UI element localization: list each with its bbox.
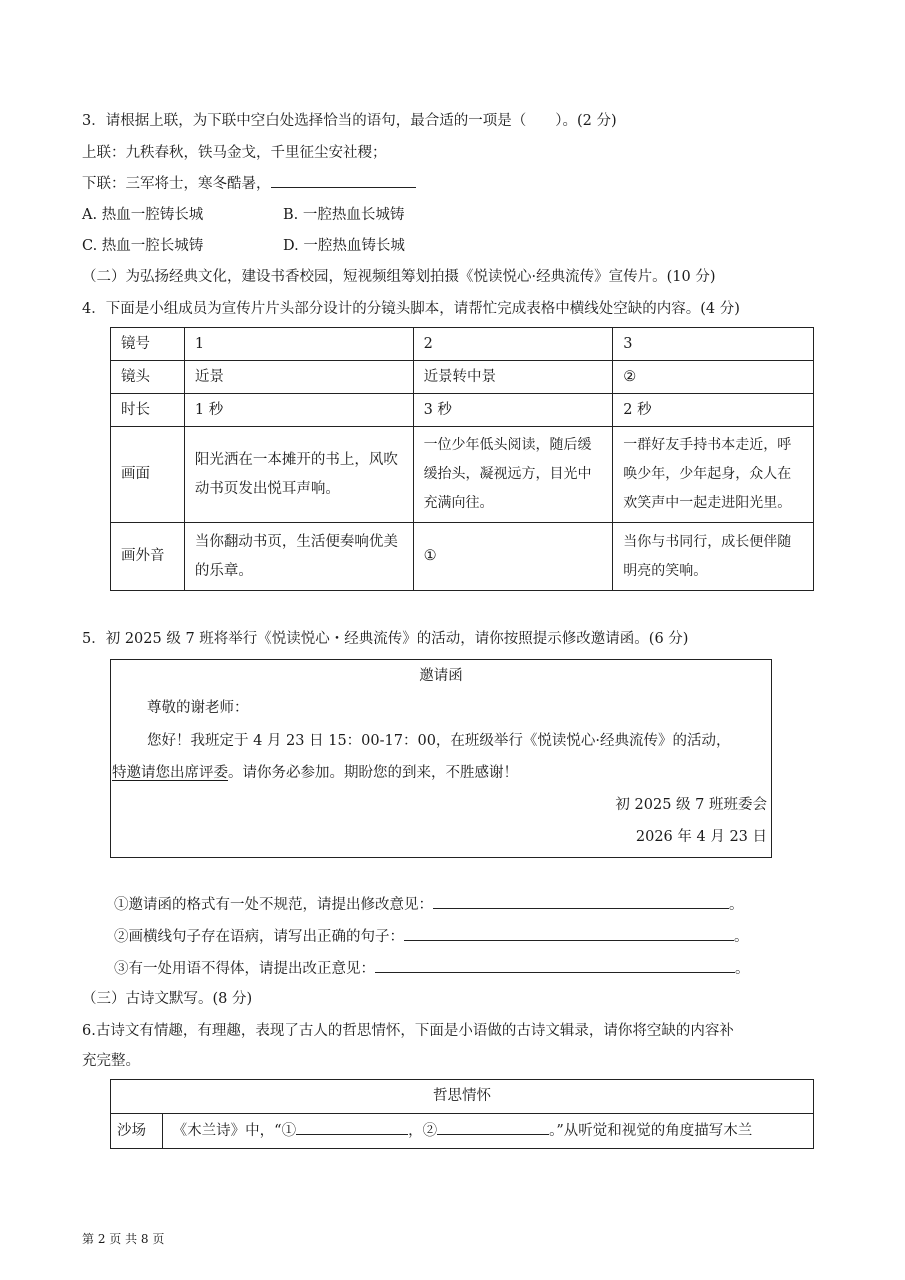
header-cell: 时长 <box>111 394 185 427</box>
q5-sub2-blank[interactable] <box>404 926 734 942</box>
table-cell: 2 <box>413 328 613 361</box>
table-cell: 近景转中景 <box>413 361 613 394</box>
answer-cell-2[interactable]: ② <box>613 361 814 394</box>
table-cell: 3 <box>613 328 814 361</box>
answer-cell-1[interactable]: ① <box>413 523 613 591</box>
row-label-cell: 沙场 <box>111 1114 163 1149</box>
underlined-sentence: 特邀请您出席评委 <box>112 765 228 781</box>
invitation-sender: 初 2025 级 7 班班委会 <box>615 797 767 813</box>
invitation-body-line1: 您好！我班定于 4 月 23 日 15：00-17：00，在班级举行《悦读悦心·经典流传》的活动， <box>147 733 731 749</box>
q6-stem-line1: 6.古诗文有情趣，有理趣，表现了古人的哲思情怀，下面是小语做的古诗文辑录，请你将空缺的内容补 <box>82 1023 734 1039</box>
q3-lower-couplet: 下联：三军将士，寒冬酷暑， <box>82 172 416 193</box>
table-row <box>111 523 814 591</box>
table-cell: 1 <box>184 328 413 361</box>
q3-upper-couplet: 上联：九秩春秋，铁马金戈，千里征尘安社稷； <box>82 145 387 161</box>
q5-stem: 5．初 2025 级 7 班将举行《悦读悦心・经典流传》的活动，请你按照提示修改邀请函。(6 分) <box>82 631 689 647</box>
q6-blank-2[interactable] <box>437 1119 549 1135</box>
header-cell: 镜号 <box>111 328 185 361</box>
header-cell: 镜头 <box>111 361 185 394</box>
q6-stem-line2: 充完整。 <box>82 1053 140 1069</box>
table-cell: 一群好友手持书本走近，呼 唤少年，少年起身，众人在 欢笑声中一起走进阳光里。 <box>613 427 814 523</box>
table-row <box>111 394 814 427</box>
table-cell: 一位少年低头阅读，随后缓 缓抬头，凝视远方，目光中 充满向往。 <box>413 427 613 523</box>
q5-sub1-blank[interactable] <box>433 894 729 910</box>
header-cell: 画面 <box>111 427 185 523</box>
q3-option-a: A. 热血一腔铸长城 <box>82 207 204 223</box>
table-cell: 1 秒 <box>184 394 413 427</box>
table-cell: 3 秒 <box>413 394 613 427</box>
section-3-heading: （三）古诗文默写。(8 分) <box>82 991 253 1007</box>
invitation-date: 2026 年 4 月 23 日 <box>635 829 767 845</box>
invitation-letter-box <box>110 659 772 858</box>
table-cell: 当你翻动书页，生活便奏响优美 的乐章。 <box>184 523 413 591</box>
q3-answer-blank[interactable] <box>271 173 416 189</box>
q4-stem: 4．下面是小组成员为宣传片片头部分设计的分镜头脚本，请帮忙完成表格中横线处空缺的内容。(4 分) <box>82 301 740 317</box>
storyboard-table <box>110 327 814 591</box>
section-2-heading: （二）为弘扬经典文化，建设书香校园，短视频组筹划拍摄《悦读悦心·经典流传》宣传片。(10 分) <box>82 269 716 285</box>
table-cell: 2 秒 <box>613 394 814 427</box>
q5-sub2: ②画横线句子存在语病，请写出正确的句子： 。 <box>114 925 749 946</box>
table-cell: 当你与书同行，成长便伴随 明亮的笑响。 <box>613 523 814 591</box>
q6-blank-1[interactable] <box>296 1119 408 1135</box>
table-cell: 《木兰诗》中，“① ，② 。”从听觉和视觉的角度描写木兰 <box>162 1114 813 1149</box>
table-title-cell: 哲思情怀 <box>111 1080 814 1114</box>
page-footer: 第 2 页 共 8 页 <box>82 1232 165 1246</box>
table-row <box>111 361 814 394</box>
poetry-table <box>110 1079 814 1149</box>
q3-stem: 3．请根据上联，为下联中空白处选择恰当的语句，最合适的一项是（ ）。(2 分) <box>82 113 617 129</box>
q3-option-c: C. 热血一腔长城铸 <box>82 238 204 254</box>
q3-option-b: B. 一腔热血长城铸 <box>283 207 405 223</box>
q5-sub3: ③有一处用语不得体，请提出改正意见： 。 <box>114 957 750 978</box>
table-cell: 近景 <box>184 361 413 394</box>
table-row <box>111 427 814 523</box>
table-row <box>111 1114 814 1149</box>
table-row <box>111 1080 814 1114</box>
invitation-salutation: 尊敬的谢老师： <box>147 700 249 716</box>
invitation-body-line2: 特邀请您出席评委。请你务必参加。期盼您的到来，不胜感谢！ <box>112 765 518 781</box>
header-cell: 画外音 <box>111 523 185 591</box>
q5-sub1: ①邀请函的格式有一处不规范，请提出修改意见： 。 <box>114 893 744 914</box>
table-row <box>111 328 814 361</box>
table-cell: 阳光洒在一本摊开的书上，风吹 动书页发出悦耳声响。 <box>184 427 413 523</box>
q3-option-d: D. 一腔热血铸长城 <box>283 238 405 254</box>
invitation-title: 邀请函 <box>419 668 463 684</box>
q5-sub3-blank[interactable] <box>375 958 735 974</box>
